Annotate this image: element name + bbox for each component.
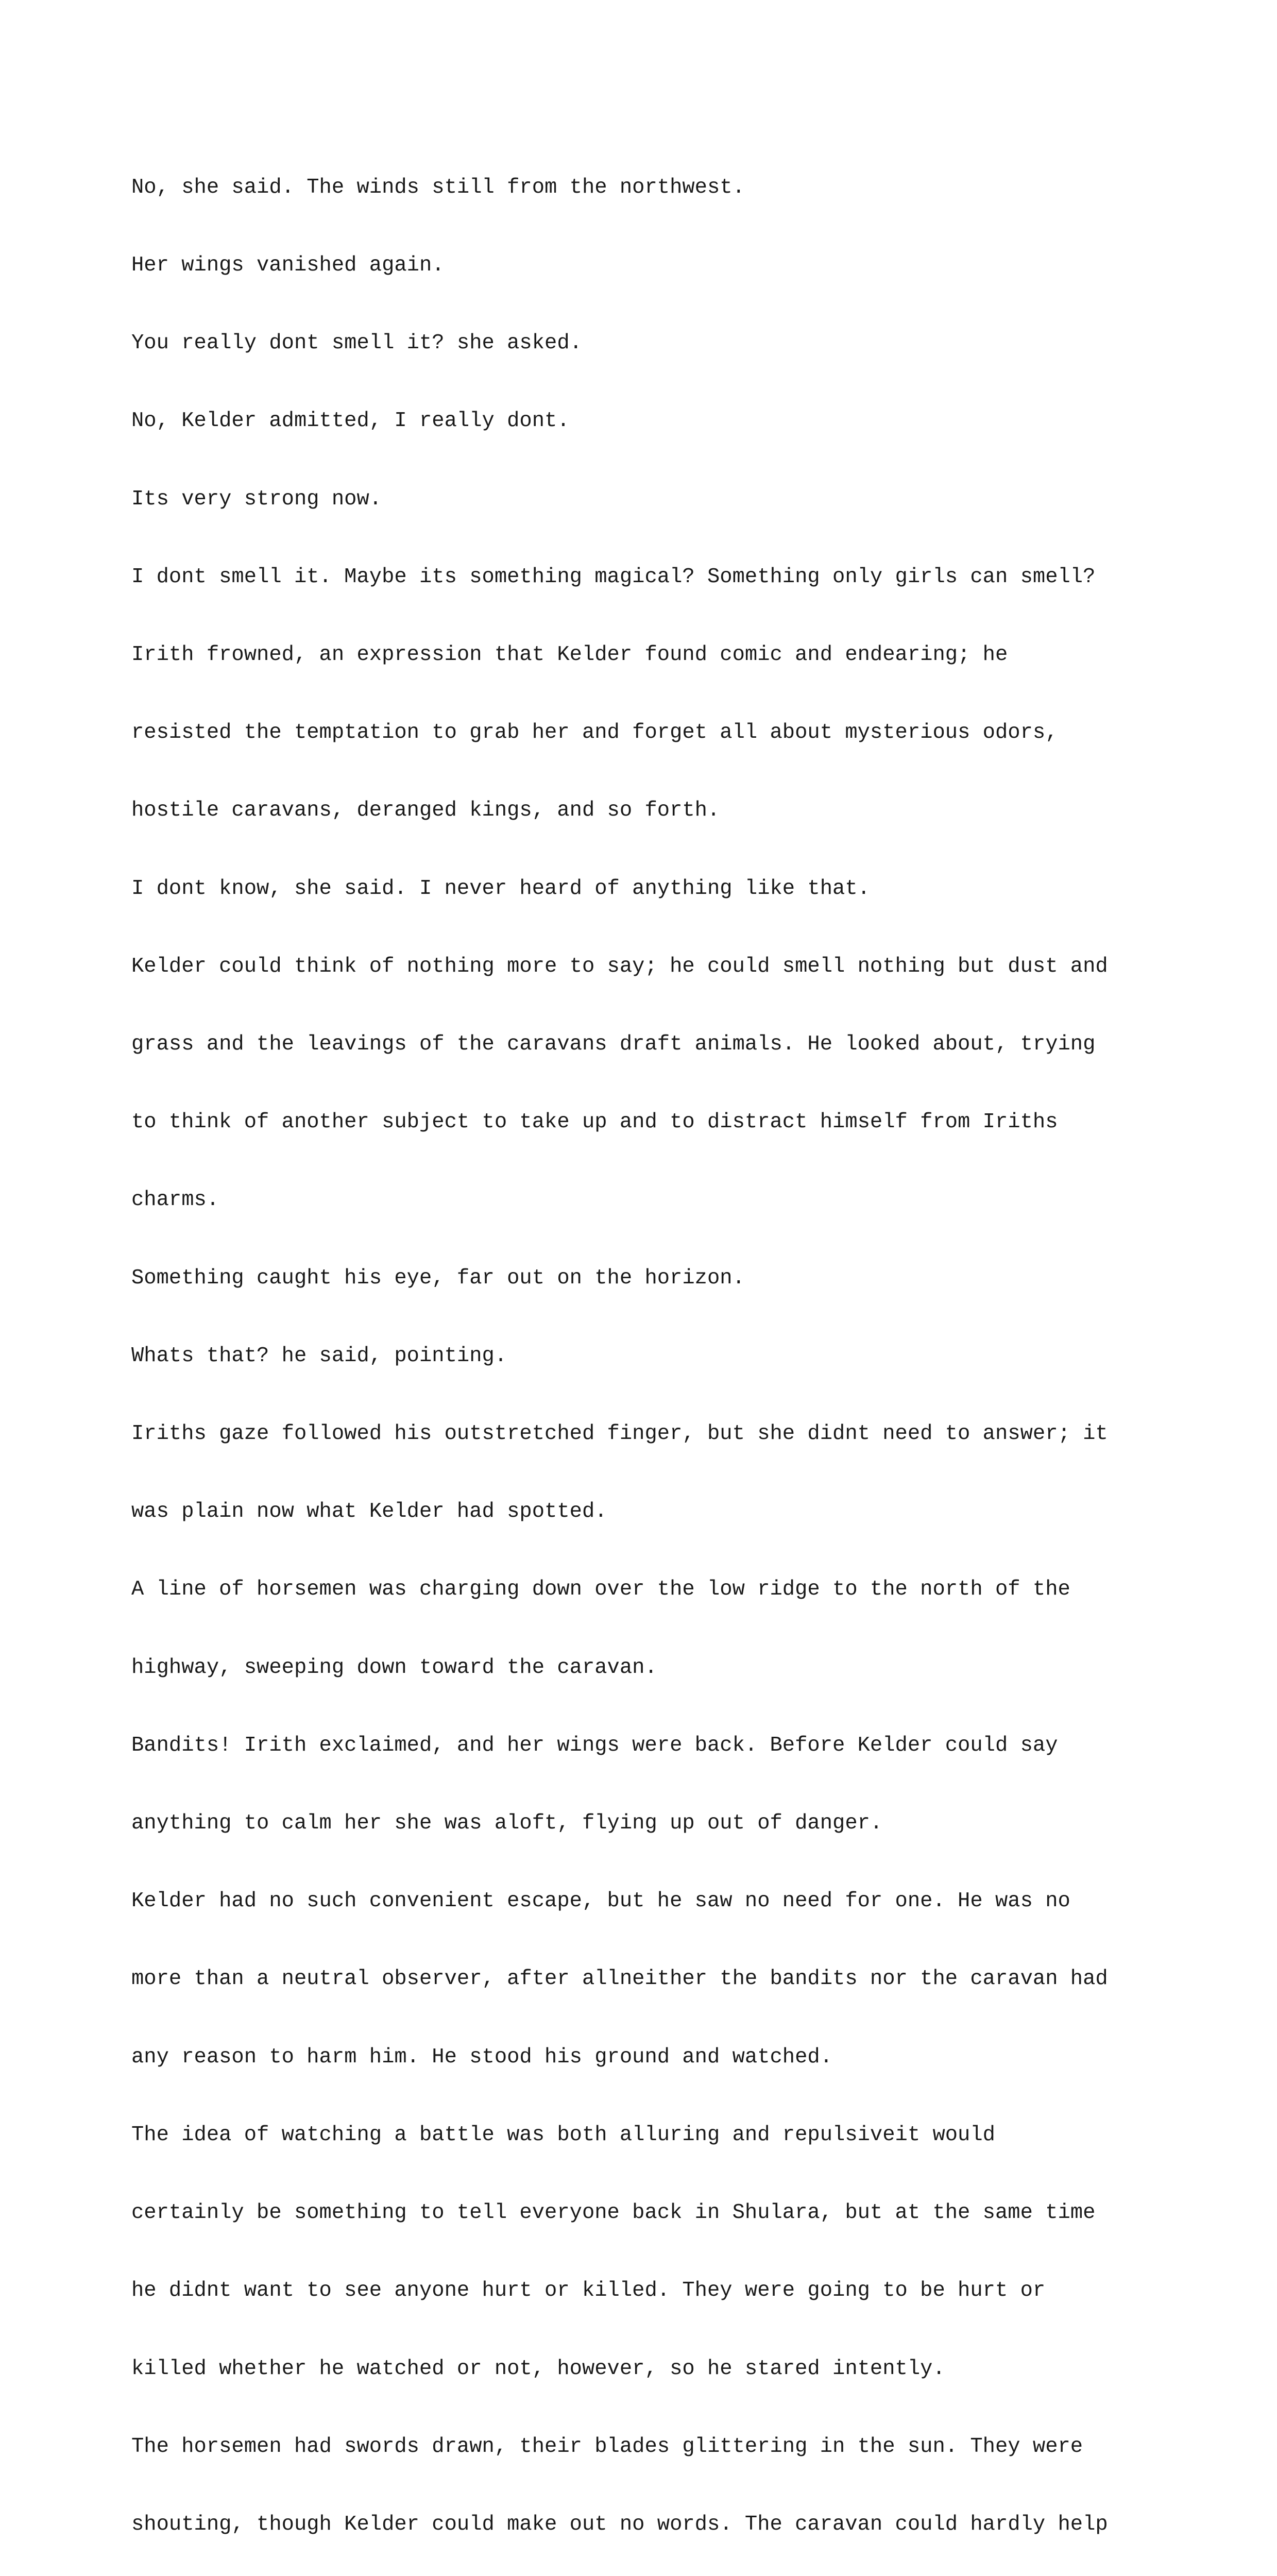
text-line: shouting, though Kelder could make out no words. The caravan could hardly help (131, 2512, 1108, 2536)
text-line: No, Kelder admitted, I really dont. (131, 409, 570, 433)
text-line: certainly be something to tell everyone back in Shulara, but at the same time (131, 2201, 1096, 2225)
text-line: any reason to harm him. He stood his ground and watched. (131, 2045, 833, 2069)
body-text (131, 123, 1167, 2576)
text-line: I dont smell it. Maybe its something magical? Something only girls can smell? (131, 565, 1096, 589)
text-line: anything to calm her she was aloft, flying up out of danger. (131, 1811, 883, 1836)
text-line: to think of another subject to take up and to distract himself from Iriths (131, 1110, 1058, 1134)
text-line: more than a neutral observer, after allneither the bandits nor the caravan had (131, 1967, 1108, 1991)
text-line: charms. (131, 1188, 219, 1212)
text-line: grass and the leavings of the caravans draft animals. He looked about, trying (131, 1032, 1096, 1057)
text-line: A line of horsemen was charging down over the low ridge to the north of the (131, 1578, 1070, 1602)
text-line: Kelder had no such convenient escape, but he saw no need for one. He was no (131, 1889, 1070, 1913)
text-line: Iriths gaze followed his outstretched finger, but she didnt need to answer; it (131, 1422, 1108, 1446)
text-line: The idea of watching a battle was both alluring and repulsiveit would (131, 2123, 995, 2147)
text-line: Bandits! Irith exclaimed, and her wings were back. Before Kelder could say (131, 1733, 1058, 1757)
text-line: The horsemen had swords drawn, their blades glittering in the sun. They were (131, 2434, 1083, 2459)
text-line: Her wings vanished again. (131, 253, 445, 278)
text-line: killed whether he watched or not, however, so he stared intently. (131, 2357, 945, 2381)
text-line: Kelder could think of nothing more to say; he could smell nothing but dust and (131, 954, 1108, 978)
text-line: Whats that? he said, pointing. (131, 1344, 507, 1368)
text-line: No, she said. The winds still from the northwest. (131, 175, 745, 199)
text-line: Irith frowned, an expression that Kelder found comic and endearing; he (131, 643, 1008, 667)
text-line: I dont know, she said. I never heard of anything like that. (131, 876, 870, 901)
text-line: was plain now what Kelder had spotted. (131, 1500, 607, 1524)
text-line: Its very strong now. (131, 487, 382, 511)
text-line: resisted the temptation to grab her and forget all about mysterious odors, (131, 721, 1058, 745)
text-line: he didnt want to see anyone hurt or killed. They were going to be hurt or (131, 2279, 1046, 2303)
text-line: Something caught his eye, far out on the horizon. (131, 1266, 745, 1290)
text-line: highway, sweeping down toward the caravan. (131, 1655, 657, 1680)
text-line: hostile caravans, deranged kings, and so forth. (131, 799, 720, 823)
text-line: You really dont smell it? she asked. (131, 331, 582, 355)
